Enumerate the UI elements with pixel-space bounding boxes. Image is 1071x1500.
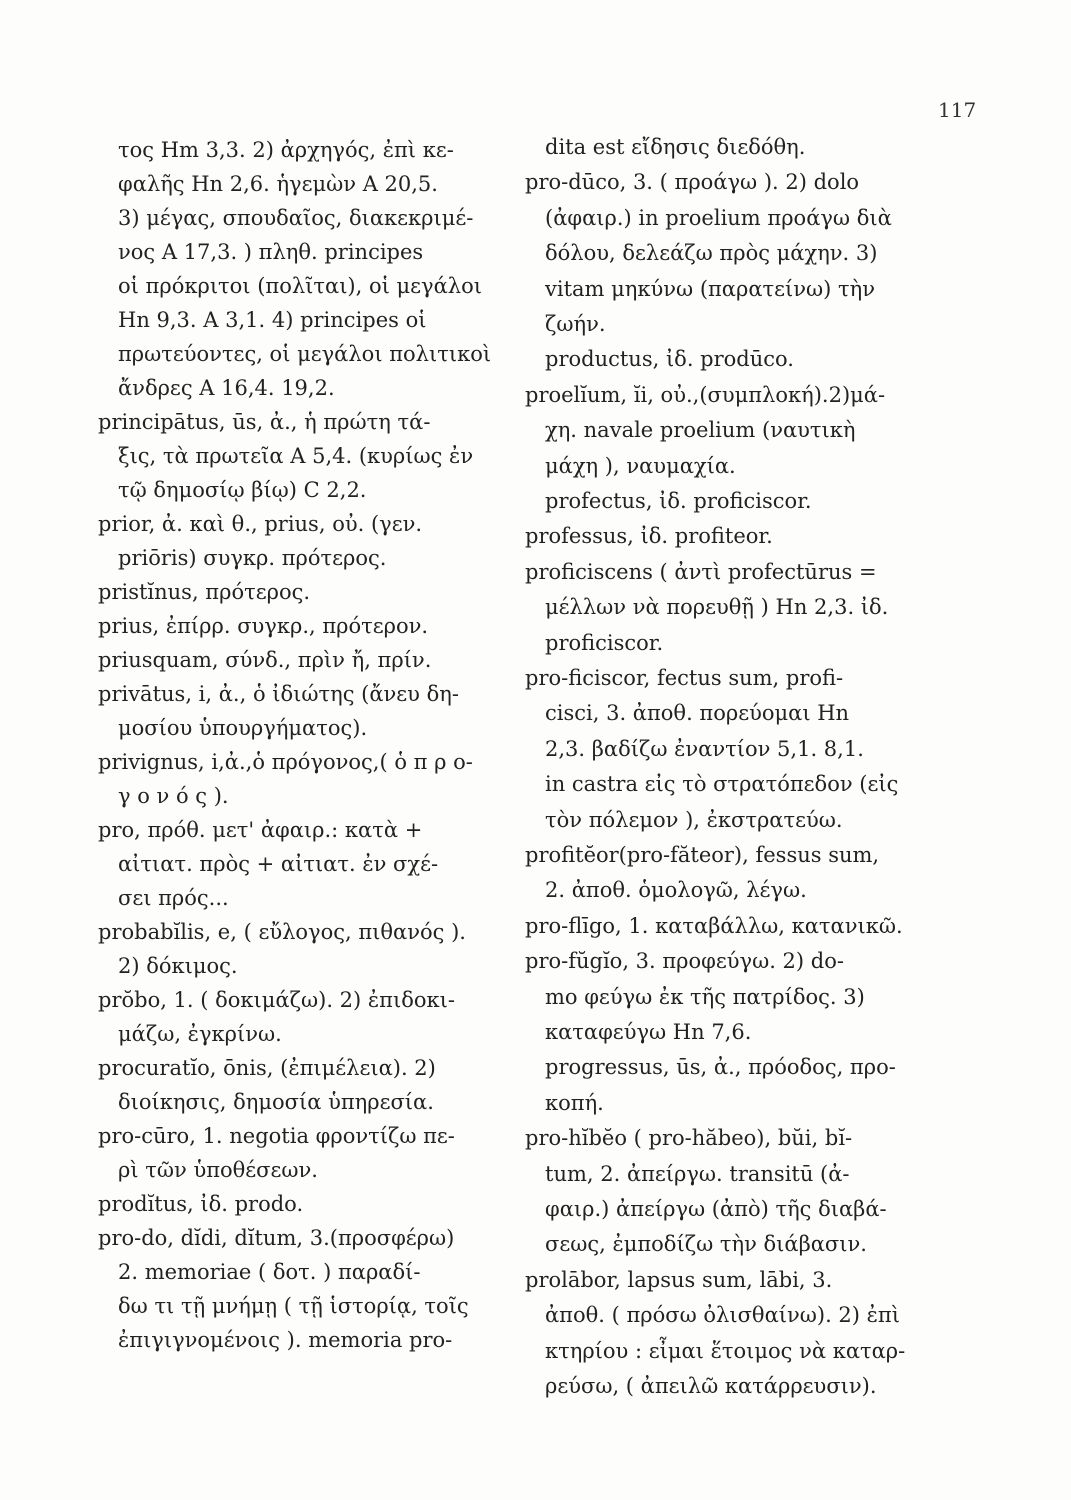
right-column-line: pro-hĭbĕo ( pro-hăbeo), bŭi, bĭ- xyxy=(525,1126,853,1151)
right-column-line: vitam μηκύνω (παρατείνω) τὴν xyxy=(545,276,875,301)
right-column-line: φαιρ.) ἀπείργω (ἀπὸ) τῆς διαβά- xyxy=(545,1197,887,1221)
right-column-line: pro-ficiscor, fectus sum, profi- xyxy=(525,666,844,690)
left-column-line: μοσίου ὑπουργήματος). xyxy=(118,716,368,740)
left-column-line: ξις, τὰ πρωτεῖα A 5,4. (κυρίως ἐν xyxy=(118,444,474,468)
right-column-line: tum, 2. ἀπείργω. transitū (ἀ- xyxy=(545,1161,850,1186)
left-column-line: μάζω, ἐγκρίνω. xyxy=(118,1022,282,1046)
right-column-line: profitĕor(pro-făteor), fessus sum, xyxy=(525,843,880,867)
right-column-line: pro-fŭgĭo, 3. προφεύγω. 2) do- xyxy=(525,949,844,974)
left-column-line: priusquam, σύνδ., πρὶν ἤ, πρίν. xyxy=(98,648,432,672)
right-column-line: καταφεύγω Hn 7,6. xyxy=(545,1020,752,1044)
left-column-line: privātus, i, ἀ., ὁ ἰδιώτης (ἄνευ δη- xyxy=(98,682,459,706)
right-column-line: profectus, ἰδ. proficiscor. xyxy=(545,489,812,513)
left-column-line: φαλῆς Hn 2,6. ἡγεμὼν A 20,5. xyxy=(118,172,438,196)
left-column-line: νος A 17,3. ) πληθ. principes xyxy=(118,240,424,264)
left-column-line: 2) δόκιμος. xyxy=(118,954,238,978)
left-column-line: 2. memoriae ( δοτ. ) παραδί- xyxy=(118,1260,421,1284)
right-column-line: τὸν πόλεμον ), ἐκστρατεύω. xyxy=(545,807,843,832)
left-column-line: ρὶ τῶν ὑποθέσεων. xyxy=(118,1158,318,1182)
left-column-line: prius, ἐπίρρ. συγκρ., πρότερον. xyxy=(98,614,429,638)
right-column-line: mo φεύγω ἐκ τῆς πατρίδος. 3) xyxy=(545,984,865,1009)
left-column-line: αἰτιατ. πρὸς + αἰτιατ. ἐν σχέ- xyxy=(118,852,439,876)
right-column-line: in castra εἰς τὸ στρατόπεδον (εἰς xyxy=(545,772,899,797)
right-column-line: prolābor, lapsus sum, lābi, 3. xyxy=(525,1267,833,1292)
right-column-line: productus, ἰδ. prodūco. xyxy=(545,347,794,372)
right-column-line: σεως, ἐμποδίζω τὴν διάβασιν. xyxy=(545,1232,867,1257)
left-column-line: πρωτεύοντες, οἱ μεγάλοι πολιτικοὶ xyxy=(118,342,492,366)
right-column-line: κτηρίου : εἶμαι ἕτοιμος νὰ καταρ- xyxy=(545,1338,906,1363)
left-column-line: procuratĭo, ōnis, (ἐπιμέλεια). 2) xyxy=(98,1056,436,1080)
right-column-line: pro-flīgo, 1. καταβάλλω, κατανικῶ. xyxy=(525,913,903,938)
right-column-line: χη. navale proelium (ναυτικὴ xyxy=(545,418,856,443)
left-column-line: prŏbo, 1. ( δοκιμάζω). 2) ἐπιδοκι- xyxy=(98,988,455,1012)
left-column-line: priōris) συγκρ. πρότερος. xyxy=(118,546,387,570)
right-column-line: ρεύσω, ( ἀπειλῶ κατάρρευσιν). xyxy=(545,1374,877,1398)
left-column-line: διοίκησις, δημοσία ὑπηρεσία. xyxy=(118,1090,434,1114)
right-column-line: progressus, ūs, ἀ., πρόοδος, προ- xyxy=(545,1055,896,1080)
left-column-line: οἱ πρόκριτοι (πολῖται), οἱ μεγάλοι xyxy=(118,274,482,298)
left-column-line: probabĭlis, e, ( εὔλογος, πιθανός ). xyxy=(98,920,466,944)
right-column-line: pro-dūco, 3. ( προάγω ). 2) dolo xyxy=(525,170,860,195)
right-column-line: (ἀφαιρ.) in proelium προάγω διὰ xyxy=(545,205,892,230)
left-column-line: τος Hm 3,3. 2) ἀρχηγός, ἐπὶ κε- xyxy=(118,138,454,162)
right-column-line: 2,3. βαδίζω ἐναντίον 5,1. 8,1. xyxy=(545,736,864,761)
left-column-line: prior, ἀ. καὶ θ., prius, οὐ. (γεν. xyxy=(98,512,423,536)
left-column-line: ἄνδρες A 16,4. 19,2. xyxy=(118,376,335,400)
right-column-line: ἀποθ. ( πρόσω ὀλισθαίνω). 2) ἐπὶ xyxy=(545,1303,900,1328)
right-column-line: δόλου, δελεάζω πρὸς μάχην. 3) xyxy=(545,241,878,266)
left-column-line: principātus, ūs, ἀ., ἡ πρώτη τά- xyxy=(98,410,431,434)
left-column-line: δω τι τῇ μνήμῃ ( τῇ ἱστορίᾳ, τοῖς xyxy=(118,1294,469,1318)
right-column-line: cisci, 3. ἀποθ. πορεύομαι Hn xyxy=(545,701,850,726)
left-column-line: pro, πρόθ. μετ' ἀφαιρ.: κατὰ + xyxy=(98,818,423,842)
left-column-line: prodĭtus, ἰδ. prodo. xyxy=(98,1192,304,1216)
left-column-line: Hn 9,3. A 3,1. 4) principes οἱ xyxy=(118,308,427,332)
left-column-line: τῷ δημοσίῳ βίῳ) C 2,2. xyxy=(118,478,367,502)
left-column-line: γ ο ν ό ς ). xyxy=(118,784,229,808)
page-number: 117 xyxy=(938,98,977,122)
right-column-line: ζωήν. xyxy=(545,312,606,336)
left-column-line: σει πρός... xyxy=(118,886,229,910)
right-column-line: proelĭum, ĭi, οὐ.,(συμπλοκή).2)μά- xyxy=(525,382,886,407)
right-column-line: dita est εἴδησις διεδόθη. xyxy=(545,135,806,159)
left-column-line: pro-do, dĭdi, dĭtum, 3.(προσφέρω) xyxy=(98,1226,455,1250)
right-column-line: μάχη ), ναυμαχία. xyxy=(545,453,736,478)
right-column-line: 2. ἀποθ. ὁμολογῶ, λέγω. xyxy=(545,878,807,903)
right-column-line: κοπή. xyxy=(545,1090,604,1115)
right-column-line: proficiscens ( ἀντὶ profectūrus = xyxy=(525,559,877,584)
right-column-line: proficiscor. xyxy=(545,630,664,655)
left-column-line: pro-cūro, 1. negotia φροντίζω πε- xyxy=(98,1124,455,1148)
right-column-line: professus, ἰδ. profiteor. xyxy=(525,524,773,549)
left-column-line: 3) μέγας, σπουδαῖος, διακεκριμέ- xyxy=(118,206,474,230)
left-column-line: ἐπιγιγνομένοις ). memoria pro- xyxy=(118,1328,453,1352)
left-column-line: pristĭnus, πρότερος. xyxy=(98,580,311,604)
left-column-line: privignus, i,ἀ.,ὁ πρόγονος,( ὁ π ρ ο- xyxy=(98,750,473,774)
right-column-line: μέλλων νὰ πορευθῇ ) Hn 2,3. ἰδ. xyxy=(545,595,889,620)
